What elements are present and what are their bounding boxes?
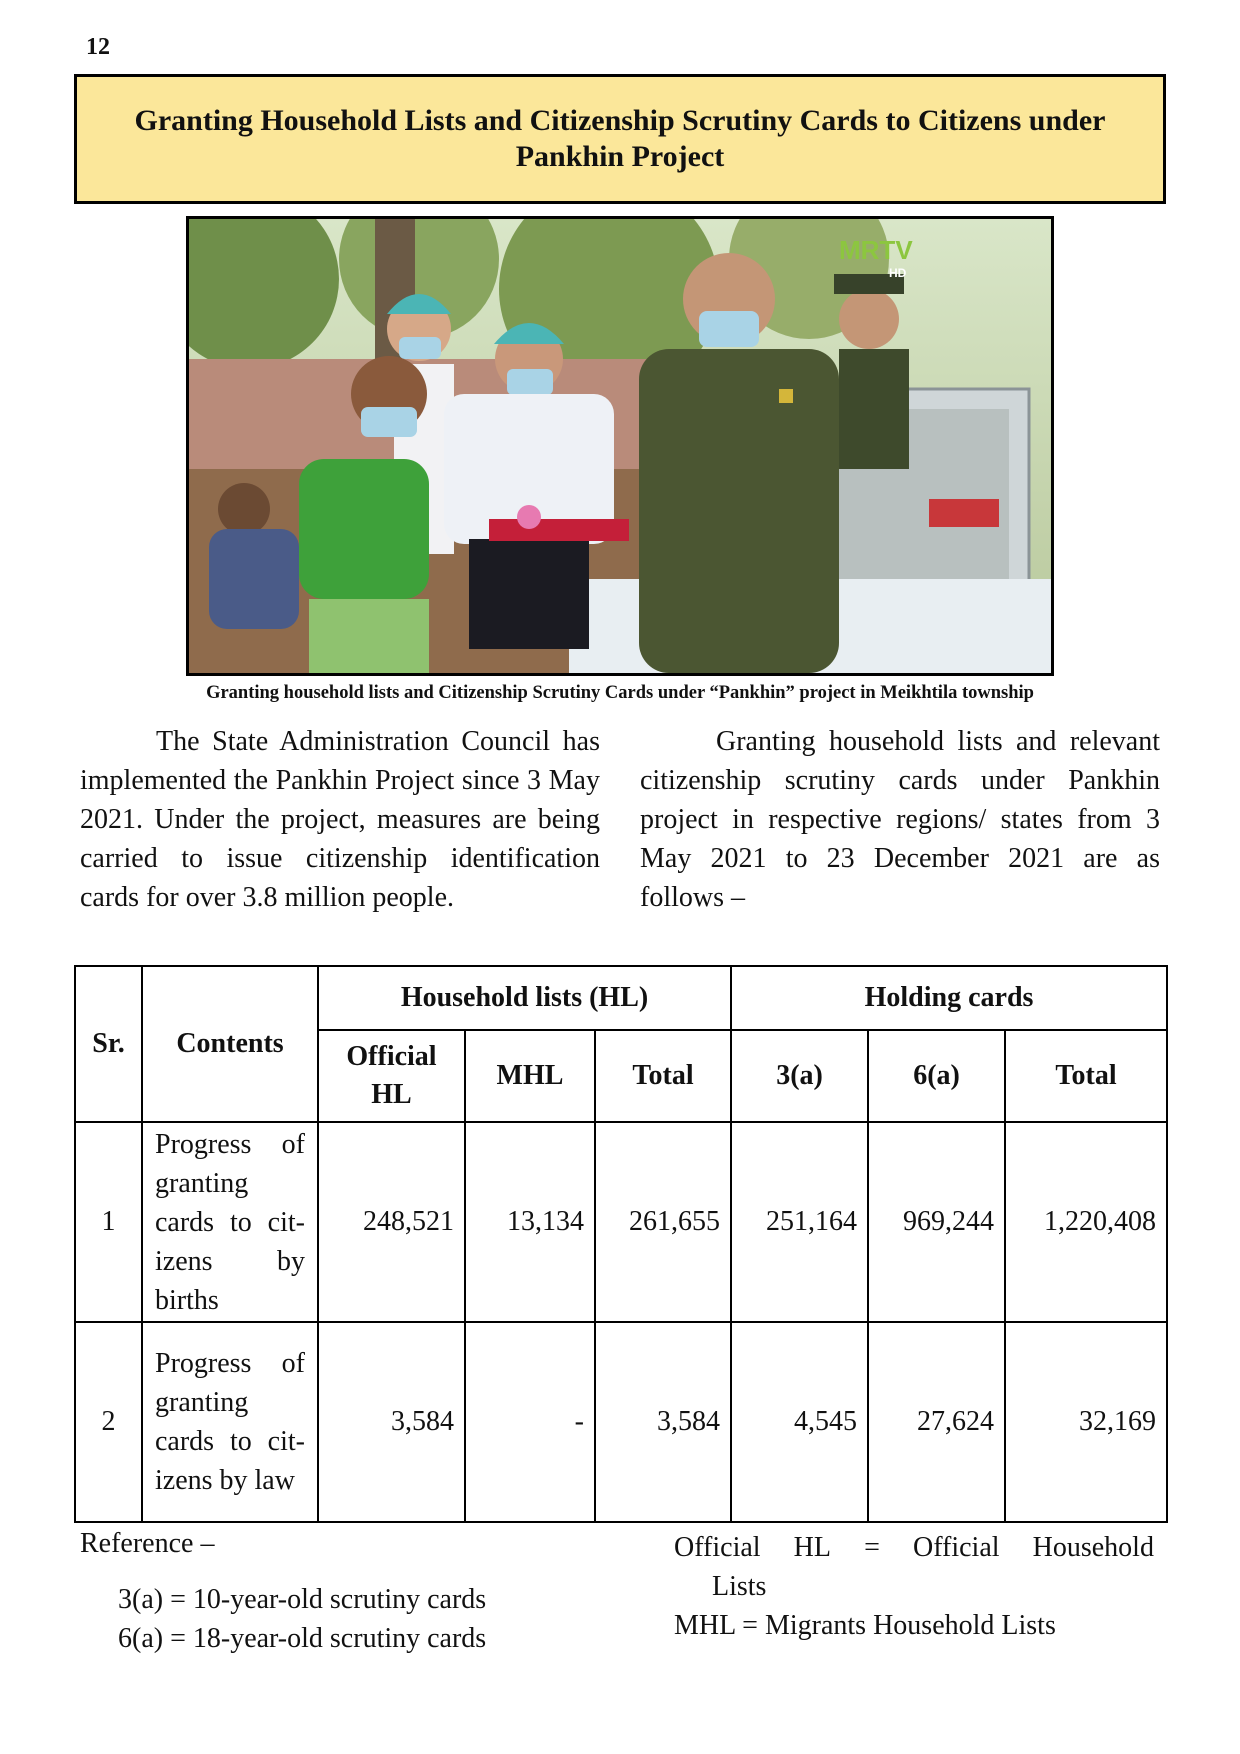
paragraph-right: Granting household lists and relevant citizenship scrutiny cards under Pankhin project in respective regions/ states from 3 May 2021 to 23 December 2021 are as follows – — [640, 726, 1160, 913]
cell-3a: 251,164 — [731, 1122, 868, 1322]
header-6a: 6(a) — [868, 1030, 1005, 1122]
header-sr: Sr. — [75, 966, 142, 1122]
header-total-hl: Total — [595, 1030, 731, 1122]
reference-item: 6(a) = 18-year-old scrutiny cards — [118, 1623, 487, 1654]
mrtv-logo: MRTV — [839, 235, 913, 265]
header-3a: 3(a) — [731, 1030, 868, 1122]
cell-sr: 1 — [75, 1122, 142, 1322]
cell-sr: 2 — [75, 1322, 142, 1522]
cell-3a: 4,545 — [731, 1322, 868, 1522]
cell-content: Progress of granting cards to citizens by law — [142, 1322, 318, 1522]
abbr-official-hl: Official HL = Official Household — [674, 1532, 1154, 1563]
paragraph-left: The State Administration Council has implemented the Pankhin Project since 3 May 2021. Under the project, measures are being carried to issue citizenship identification cards for over 3.8 million people. — [80, 726, 600, 913]
abbreviations — [674, 1528, 1154, 1645]
header-mhl: MHL — [465, 1030, 595, 1122]
table-row — [75, 1322, 1167, 1522]
cell-total-hl: 261,655 — [595, 1122, 731, 1322]
cell-content: Progress of granting cards to citizens by births — [142, 1122, 318, 1322]
cell-total-hl: 3,584 — [595, 1322, 731, 1522]
page-number: 12 — [86, 34, 110, 60]
page-title: Granting Household Lists and Citizenship Scrutiny Cards to Citizens under Pankhin Project — [74, 74, 1166, 204]
abbr-official-hl-cont: Lists — [712, 1571, 767, 1602]
cell-6a: 27,624 — [868, 1322, 1005, 1522]
data-table — [74, 965, 1168, 1523]
cell-total-cards: 1,220,408 — [1005, 1122, 1167, 1322]
header-contents: Contents — [142, 966, 318, 1122]
cell-total-cards: 32,169 — [1005, 1322, 1167, 1522]
header-household-lists: Household lists (HL) — [318, 966, 731, 1030]
cell-mhl: 13,134 — [465, 1122, 595, 1322]
reference-list — [118, 1580, 486, 1658]
table-row — [75, 1122, 1167, 1322]
hd-label: HD — [889, 266, 907, 280]
photo-caption: Granting household lists and Citizenship Scrutiny Cards under “Pankhin” project in Meikhtila township — [206, 683, 1034, 703]
ceremony-photo — [186, 216, 1054, 676]
reference-item: 3(a) = 10-year-old scrutiny cards — [118, 1584, 487, 1615]
header-holding-cards: Holding cards — [731, 966, 1167, 1030]
reference-label: Reference – — [80, 1528, 215, 1559]
cell-official-hl: 248,521 — [318, 1122, 465, 1322]
cell-mhl: - — [465, 1322, 595, 1522]
header-official-hl: Official HL — [318, 1030, 465, 1122]
abbr-mhl: MHL = Migrants Household Lists — [674, 1610, 1056, 1641]
cell-official-hl: 3,584 — [318, 1322, 465, 1522]
cell-6a: 969,244 — [868, 1122, 1005, 1322]
header-total-cards: Total — [1005, 1030, 1167, 1122]
